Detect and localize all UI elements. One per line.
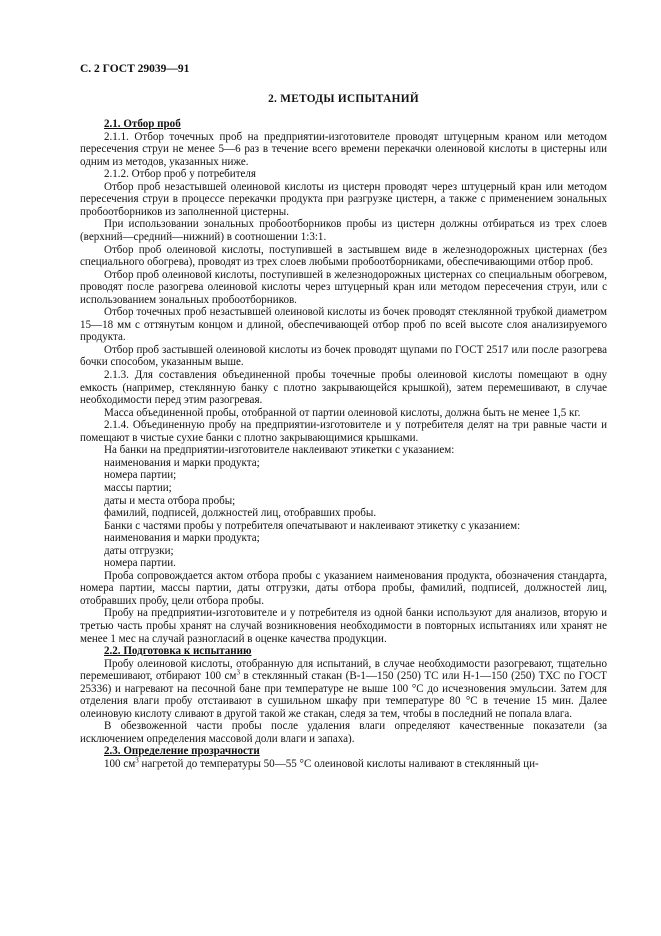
paragraph: Отбор точечных проб незастывшей олеиновой кислоты из бочек проводят стеклянной трубкой диаметром 15—18 мм с оттянутым концом и длиной, обеспечивающей отбор проб по всей высоте слоя анализируемого продукта. (80, 306, 607, 344)
paragraph: На банки на предприятии-изготовителе наклеивают этикетки с указанием: (104, 444, 455, 457)
subsection-2-2-heading: 2.2. Подготовка к испытанию (104, 645, 252, 658)
list-item: наименования и марки продукта; (104, 456, 260, 469)
list-item: номера партии. (104, 557, 176, 570)
paragraph: Банки с частями пробы у потребителя опечатывают и наклеивают этикетку с указанием: (104, 519, 521, 532)
paragraph: Отбор проб незастывшей олеиновой кислоты из цистерн проводят через штуцерный кран или методом пересечения струи в процессе перекачки продукта при разгрузке цистерн, а также с применением зональных пробоотборников из заполненной цистерны. (80, 180, 607, 218)
paragraph: Пробу на предприятии-изготовителе и у потребителя из одной банки используют для анализов, вторую и третью часть пробы хранят на случай возникновения необходимости в повторных испытаниях или хранят не менее 1 мес на случай разногласий в оценке качества продукции. (80, 607, 607, 645)
section-title: 2. МЕТОДЫ ИСПЫТАНИЙ (268, 92, 419, 105)
paragraph: 2.1.1. Отбор точечных проб на предприятии-изготовителе проводят штуцерным краном или методом пересечения струи не менее 5—6 раз в течение всего времени перекачки олеиновой кислоты в цистерны или одним из методов, указанных ниже. (80, 130, 607, 168)
paragraph: Пробу олеиновой кислоты, отобранную для испытаний, в случае необходимости разогревают, тщательно перемешивают, отбирают 100 $см^3$ в стеклянный стакан (В-1—150 (250) ТС или Н-1—150 (250) ТХС по ГОСТ 25336) и нагревают на песочной бане при температуре не выше 100 °С до исчезновения эмульсии. Затем для отделения влаги пробу отстаивают в сушильном шкафу при температуре 80 °С в течение 15 мин. Далее олеиновую кислоту сливают в другой такой же стакан, следя за тем, чтобы в последний не попала влага. (80, 657, 607, 720)
list-item: даты отгрузки; (104, 544, 174, 557)
paragraph: 100 $см^3$ нагретой до температуры 50—55 °С олеиновой кислоты наливают в стеклянный ци- (104, 756, 539, 770)
page-header: С. 2 ГОСТ 29039—91 (80, 63, 190, 75)
paragraph: Отбор проб застывшей олеиновой кислоты из бочек проводят щупами по ГОСТ 2517 или после разогрева бочки способом, указанным выше. (80, 343, 607, 369)
list-item: наименования и марки продукта; (104, 532, 260, 545)
paragraph: Масса объединенной пробы, отобранной от партии олеиновой кислоты, должна быть не менее 1,5 кг. (104, 406, 581, 419)
paragraph: Проба сопровождается актом отбора пробы с указанием наименования продукта, обозначения стандарта, номера партии, массы партии, даты отгрузки, даты отбора пробы, фамилий, подписей, должностей лиц, отобравших пробу, цели отбора пробы. (80, 569, 607, 607)
paragraph: В обезвоженной части пробы после удаления влаги определяют качественные показатели (за исключением определения массовой доли влаги и запаха). (80, 720, 607, 745)
paragraph: При использовании зональных пробоотборников пробы из цистерн должны отбираться из трех слоев (верхний—средний—нижний) в соотношении 1:3:1. (80, 218, 607, 244)
paragraph: 2.1.4. Объединенную пробу на предприятии-изготовителе и у потребителя делят на три равные части и помещают в чистые сухие банки с плотно закрывающимися крышками. (80, 419, 607, 444)
subsection-2-3-heading: 2.3. Определение прозрачности (104, 745, 260, 758)
list-item: даты и места отбора пробы; (104, 494, 236, 507)
list-item: массы партии; (104, 481, 172, 494)
list-item: фамилий, подписей, должностей лиц, отобравших пробы. (104, 507, 377, 520)
subsection-2-1-heading: 2.1. Отбор проб (104, 118, 181, 131)
list-item: номера партии; (104, 469, 177, 482)
paragraph: 2.1.3. Для составления объединенной пробы точечные пробы олеиновой кислоты помещают в одну емкость (например, стеклянную банку с плотно закрывающейся крышкой), затем перемешивают, в случае необходимости перед этим разогревая. (80, 369, 607, 407)
paragraph: Отбор проб олеиновой кислоты, поступившей в железнодорожных цистернах со специальным обогревом, проводят после разогрева олеиновой кислоты через штуцерный кран или методом пересечения струи, или с использованием зональных пробоотборников. (80, 268, 607, 306)
paragraph: 2.1.2. Отбор проб у потребителя (104, 168, 257, 181)
paragraph: Отбор проб олеиновой кислоты, поступившей в застывшем виде в железнодорожных цистернах (без специального обогрева), проводят из трех слоев любыми пробоотборниками, обеспечивающими отбор проб. (80, 243, 607, 269)
